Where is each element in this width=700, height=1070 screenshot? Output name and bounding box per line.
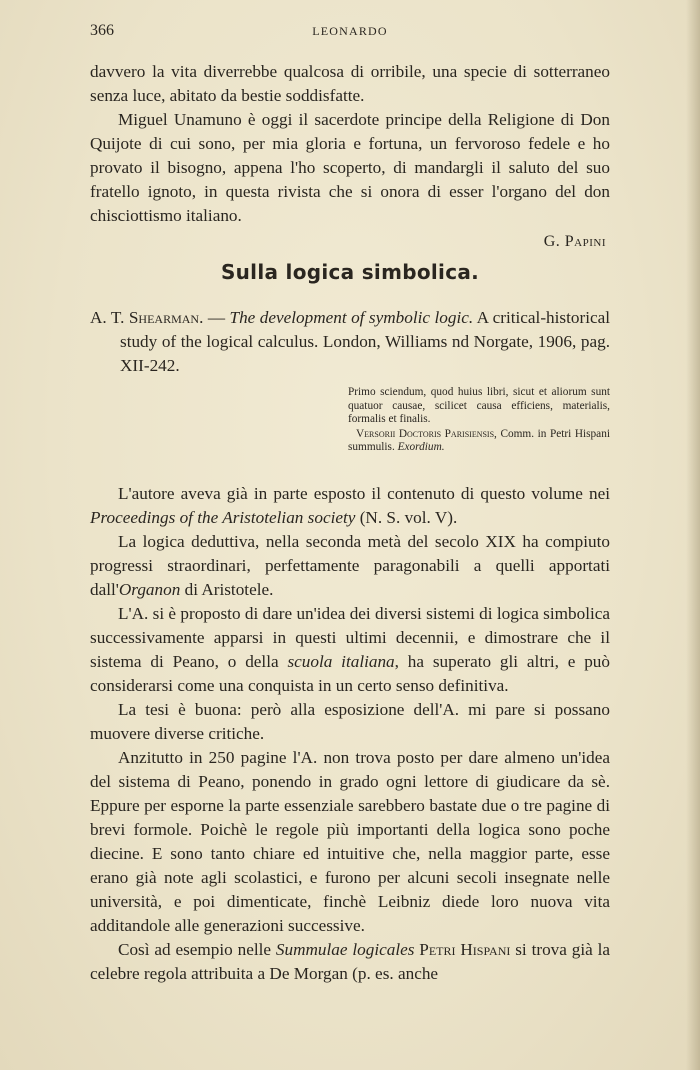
text-run: di Aristotele. [180,580,274,599]
text-run: Così ad esempio nelle [118,940,276,959]
text-run: si trova già la celebre regola attribuita a De Morgan (p. es. anche [90,940,611,983]
epigraph [348,386,610,455]
review-paragraph [90,746,610,938]
text-run: Anzitutto in 250 pagine l'A. non trova posto per dare almeno un'idea del sistema di Peano, ponendo in grado ogni lettore di giudicare da sè. Eppure per esporne la parte essenziale sarebbero bastate due o tre pagine di brevi formole. Poichè le regole più importanti della logica sono poche diecine. E sono tanto chiare ed intuitive che, nella maggior parte, esse erano già note agli scolastici, e furono per alcuni secoli insegnate nelle università, e poi dimenticate, finchè Leibniz diede loro nuova vita additandole alle generazioni successive. [90,748,610,935]
epigraph-source [348,428,610,455]
intro-text [90,60,610,254]
epigraph-text: Primo sciendum, quod huius libri, sicut et aliorum sunt quatuor causae, scilicet causa efficiens, materialis, formalis et finalis. [348,386,610,425]
text-run: L'A. si è proposto di dare un'idea dei diversi sistemi di logica simbolica successivamente apparsi in questi ultimi decennii, e dimostrare che il sistema di Peano, o della [90,604,610,671]
citation-dash: — [203,308,230,327]
review-paragraph [90,482,610,530]
page-number: 366 [90,22,114,39]
review-paragraph [90,530,610,602]
running-head [90,22,610,42]
italic-run: Organon [118,580,181,599]
citation-details: A critical-historical study of the logical calculus. London, Williams nd Norgate, 1906, pag. XII-242. [120,308,610,375]
italic-run: Proceedings of the Aristotelian society [90,508,356,527]
citation-title: The development of symbolic logic. [229,308,474,327]
intro-paragraph: Miguel Unamuno è oggi il sacerdote principe della Religione di Don Quijote di cui sono, per mia gloria e fortuna, un fervoroso fedele e ho provato il bisogno, appena l'ho scoperto, di mandargli il saluto del suo fratello ignoto, in questa rivista che si onora di esser l'organo del don chisciottismo italiano. [90,110,610,225]
review-paragraph [90,698,610,746]
running-title: LEONARDO [312,24,388,38]
book-citation [90,306,610,378]
intro-paragraph: davvero la vita diverrebbe qualcosa di orribile, una specie di sotterraneo senza luce, abitato da bestie soddisfatte. [90,62,610,105]
section-title: Sulla logica simbolica. [220,260,480,284]
epigraph-source-italic: Exordium. [397,441,445,453]
review-paragraph [90,938,610,986]
epigraph-source-work: Comm. in Petri Hispani summulis. [348,427,610,453]
review-body [90,482,610,986]
text-run: (N. S. vol. V). [355,508,458,527]
text-run: L'autore aveva già in parte esposto il contenuto di questo volume nei [118,484,610,503]
review-paragraph [90,602,610,698]
page-edge-shadow [686,0,700,1070]
citation-author: A. T. Shearman. [90,308,204,327]
italic-run: scuola italiana [287,652,395,671]
text-run: La logica deduttiva, nella seconda metà del secolo XIX ha compiuto progressi straordinari, perfettamente paragonabili a quelli apportati dall' [90,532,610,599]
text-run: , ha superato gli altri, e può considerarsi come una conquista in un certo senso definitiva. [90,652,610,695]
text-run: La tesi è buona: però alla esposizione dell'A. mi pare si possano muovere diverse critiche. [90,700,610,743]
italic-run: Summulae logicales [275,940,415,959]
smallcaps-run: Petri Hispani [419,940,511,959]
epigraph-source-author: Versorii Doctoris Parisiensis, [356,427,497,440]
signature: G. Papini [543,233,606,250]
